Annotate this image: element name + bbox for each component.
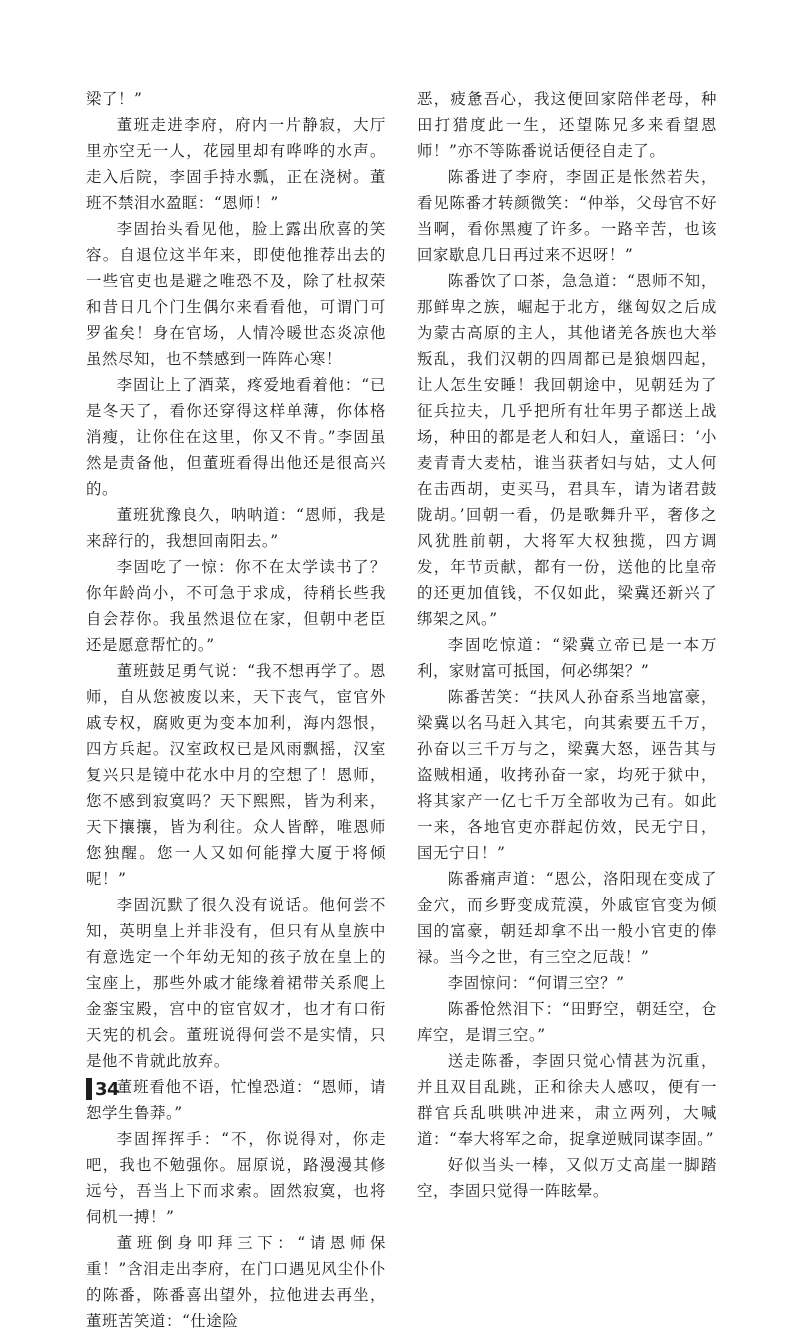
paragraph: 董班倒身叩拜三下：“请恩师保重！”含泪走出李府，在门口遇见风尘仆仆的陈番，陈番喜出望外，拉他进去再坐，董班苦笑道：“仕途险 xyxy=(86,1234,386,1330)
paragraph: 恶，疲惫吾心，我这便回家陪伴老母，种田打猎度此一生，还望陈兄多来看望恩师！”亦不等陈番说话便径自走了。 xyxy=(417,90,717,160)
paragraph: 李固抬头看见他，脸上露出欣喜的笑容。自退位这半年来，即使他推荐出去的一些官吏也是避之唯恐不及，除了杜叔荣和昔日几个门生偶尔来看看他，可谓门可罗雀矣！身在官场，人情冷暖世态炎凉他虽然尽知，也不禁感到一阵阵心寒！ xyxy=(86,220,386,368)
paragraph: 送走陈番，李固只觉心情甚为沉重，并且双目乱跳，正和徐夫人感叹，便有一群官兵乱哄哄冲进来，肃立两列，大喊道：“奉大将军之命，捉拿逆贼同谋李固。” xyxy=(417,1052,717,1148)
paragraph: 董班看他不语，忙惶恐道：“恩师，请恕学生鲁莽。” xyxy=(86,1078,386,1122)
page-number-bar xyxy=(86,1078,92,1100)
left-column xyxy=(86,86,386,1334)
paragraph: 李固惊问：“何谓三空？” xyxy=(447,974,625,992)
paragraph: 陈番痛声道：“恩公，洛阳现在变成了金穴，而乡野变成荒漠，外戚宦官变为倾国的富豪，朝廷却拿不出一般小官吏的俸禄。当今之世，有三空之厄哉！” xyxy=(417,870,717,966)
paragraph: 陈番进了李府，李固正是怅然若失，看见陈番才转颜微笑：“仲举，父母官不好当啊，看你黑瘦了许多。一路辛苦，也该回家歇息几日再过来不迟呀！” xyxy=(417,168,717,264)
right-column xyxy=(417,86,717,1204)
paragraph: 李固吃了一惊：你不在太学读书了？你年龄尚小，不可急于求成，待稍长些我自会荐你。我虽然退位在家，但朝中老臣还是愿意帮忙的。” xyxy=(86,558,386,654)
paragraph: 陈番怆然泪下：“田野空，朝廷空，仓库空，是谓三空。” xyxy=(417,1000,717,1044)
paragraph: 董班走进李府，府内一片静寂，大厅里亦空无一人，花园里却有哗哗的水声。走入后院，李固手持水瓢，正在浇树。董班不禁泪水盈眶：“恩师！” xyxy=(86,116,386,212)
paragraph: 李固吃惊道：“梁冀立帝已是一本万利，家财富可抵国，何必绑架？” xyxy=(417,636,717,680)
page-number: 34 xyxy=(95,1078,120,1100)
paragraph: 梁了！” xyxy=(86,90,143,108)
paragraph: 好似当头一棒，又似万丈高崖一脚踏空，李固只觉得一阵眩晕。 xyxy=(417,1156,717,1200)
paragraph: 李固让上了酒菜，疼爱地看着他：“已是冬天了，看你还穿得这样单薄，你体格消瘦，让你住在这里，你又不肯。”李固虽然是责备他，但董班看得出他还是很高兴的。 xyxy=(86,376,386,498)
paragraph: 李固沉默了很久没有说话。他何尝不知，英明皇上并非没有，但只有从皇族中有意选定一个年幼无知的孩子放在皇上的宝座上，那些外戚才能缘着裙带关系爬上金銮宝殿，宫中的宦官奴才，也才有口衔天宪的机会。董班说得何尝不是实情，只是他不肯就此放弃。 xyxy=(86,896,386,1070)
paragraph: 陈番饮了口茶，急急道：“恩师不知，那鲜卑之族，崛起于北方，继匈奴之后成为蒙古高原的主人，其他诸羌各族也大举叛乱，我们汉朝的四周都已是狼烟四起，让人怎生安睡！我回朝途中，见朝廷为了征兵拉夫，几乎把所有壮年男子都送上战场，种田的都是老人和妇人，童谣曰：‘小麦青青大麦枯，谁当获者妇与姑，丈人何在击西胡，吏买马，君具车，请为诸君鼓陇胡。’回朝一看，仍是歌舞升平，奢侈之风犹胜前朝，大将军大权独揽，四方调发，年节贡献，都有一份，送他的比皇帝的还更加值钱，不仅如此，梁冀还新兴了绑架之风。” xyxy=(417,272,717,628)
page-number-block xyxy=(86,1078,119,1100)
paragraph: 李固挥挥手：“不，你说得对，你走吧，我也不勉强你。屈原说，路漫漫其修远兮，吾当上下而求索。固然寂寞，也将伺机一搏！” xyxy=(86,1130,386,1226)
paragraph: 陈番苦笑：“扶风人孙奋系当地富豪，梁冀以名马赶入其宅，向其索要五千万，孙奋以三千万与之，梁冀大怒，诬告其与盗贼相通，收拷孙奋一家，均死于狱中，将其家产一亿七千万全部收为己有。如此一来，各地官吏亦群起仿效，民无宁日，国无宁日！” xyxy=(417,688,717,862)
paragraph: 董班鼓足勇气说：“我不想再学了。恩师，自从您被废以来，天下丧气，宦官外戚专权，腐败更为变本加利，海内怨恨，四方兵起。汉室政权已是风雨飘摇，汉室复兴只是镜中花水中月的空想了！恩师，您不感到寂寞吗？天下熙熙，皆为利来，天下攘攘，皆为利往。众人皆醉，唯恩师您独醒。您一人又如何能撑大厦于将倾呢！” xyxy=(86,662,386,888)
paragraph: 董班犹豫良久，呐呐道：“恩师，我是来辞行的，我想回南阳去。” xyxy=(86,506,386,550)
